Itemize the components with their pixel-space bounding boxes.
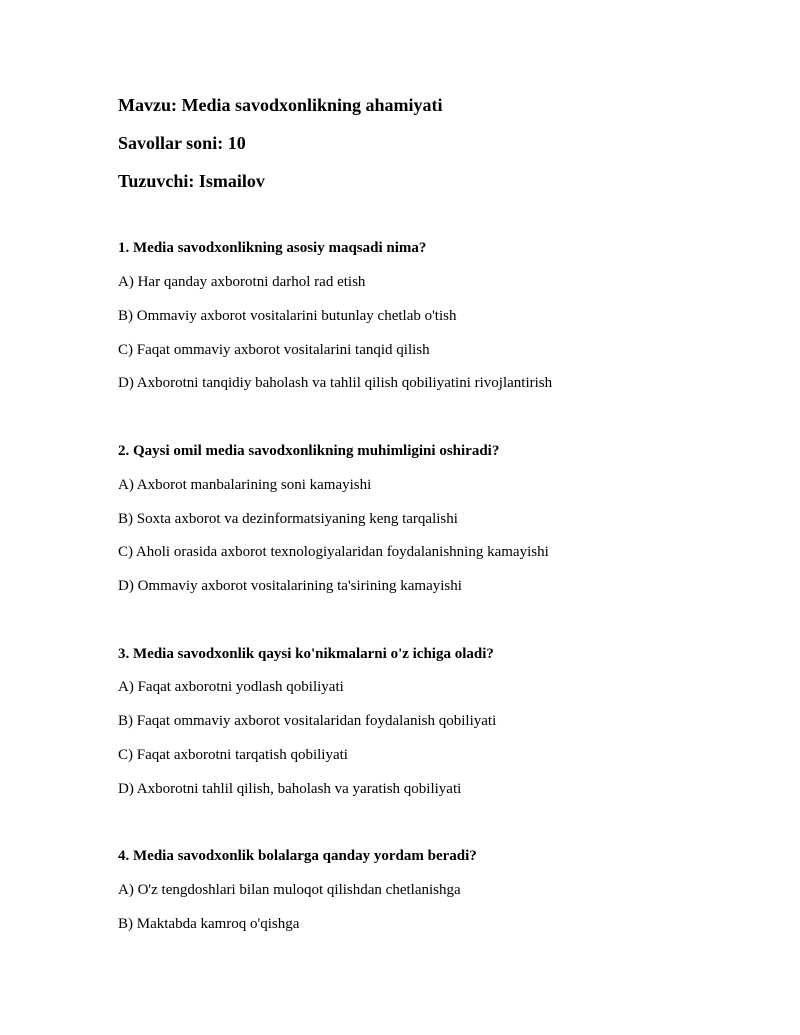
answer-option: A) Har qanday axborotni darhol rad etish (118, 274, 366, 290)
author-heading: Tuzuvchi: Ismailov (118, 171, 265, 191)
answer-option: D) Axborotni tahlil qilish, baholash va yaratish qobiliyati (118, 781, 462, 797)
answer-option: A) Faqat axborotni yodlash qobiliyati (118, 679, 344, 695)
answer-option: A) O'z tengdoshlari bilan muloqot qilishdan chetlanishga (118, 882, 461, 898)
question-text: 1. Media savodxonlikning asosiy maqsadi nima? (118, 240, 427, 256)
answer-option: C) Aholi orasida axborot texnologiyalaridan foydalanishning kamayishi (118, 544, 549, 560)
question-text: 3. Media savodxonlik qaysi ko'nikmalarni o'z ichiga oladi? (118, 646, 494, 662)
answer-option: A) Axborot manbalarining soni kamayishi (118, 477, 372, 493)
topic-heading: Mavzu: Media savodxonlikning ahamiyati (118, 95, 443, 115)
answer-option: B) Soxta axborot va dezinformatsiyaning keng tarqalishi (118, 511, 458, 527)
answer-option: C) Faqat ommaviy axborot vositalarini tanqid qilish (118, 342, 430, 358)
answer-option: B) Faqat ommaviy axborot vositalaridan foydalanish qobiliyati (118, 713, 497, 729)
answer-option: B) Ommaviy axborot vositalarini butunlay chetlab o'tish (118, 308, 457, 324)
question-text: 4. Media savodxonlik bolalarga qanday yordam beradi? (118, 848, 477, 864)
answer-option: B) Maktabda kamroq o'qishga (118, 916, 300, 932)
question-text: 2. Qaysi omil media savodxonlikning muhimligini oshiradi? (118, 443, 500, 459)
question-count-heading: Savollar soni: 10 (118, 133, 246, 153)
answer-option: C) Faqat axborotni tarqatish qobiliyati (118, 747, 348, 763)
answer-option: D) Ommaviy axborot vositalarining ta'sirining kamayishi (118, 578, 462, 594)
answer-option: D) Axborotni tanqidiy baholash va tahlil qilish qobiliyatini rivojlantirish (118, 375, 553, 391)
